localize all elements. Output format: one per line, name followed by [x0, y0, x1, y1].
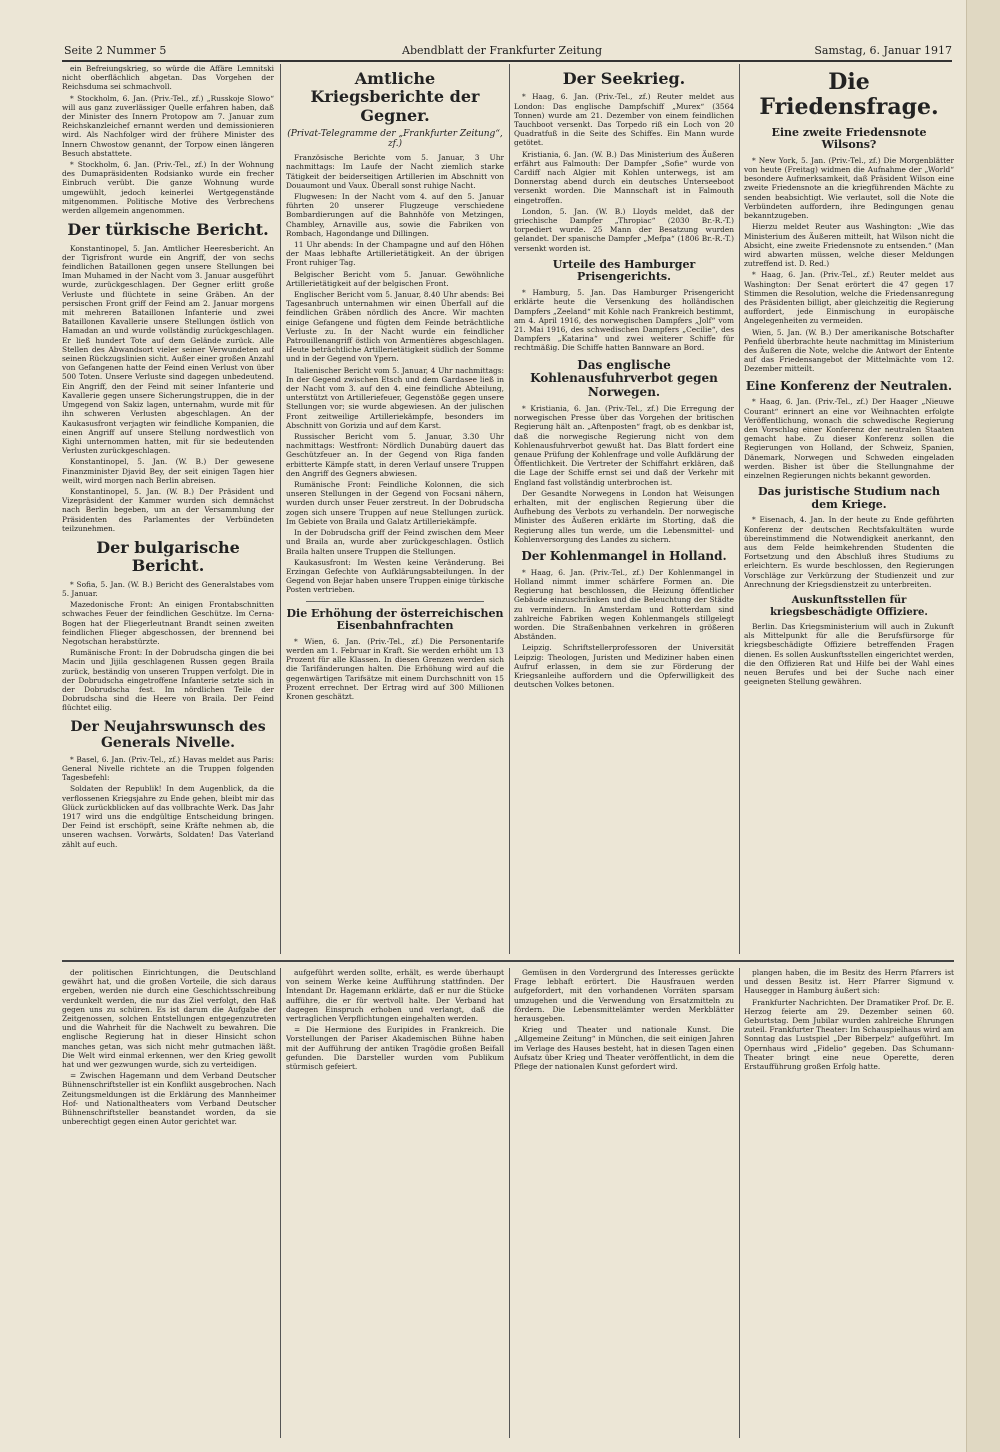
article-headline: Der Neujahrswunsch des Generals Nivelle.	[70, 718, 266, 751]
article-headline: Das englische Kohlenausfuhrverbot gegen Norwegen.	[530, 357, 718, 400]
paragraph: Hierzu meldet Reuter aus Washington: „Wie das Ministerium des Äußeren mitteilt, hat Wilson nicht die Absicht, eine zweite Friedensnote zu entsenden.“ (Man wird abwarten müssen, welche dieser Meldungen zutreffend ist. D. Red.)	[744, 222, 954, 269]
article-headline: Das juristische Studium nach dem Kriege.	[758, 485, 940, 511]
paragraph: Rumänische Front: Feindliche Kolonnen, die sich unseren Stellungen in der Gegend von Focsani nähern, wurden durch unser Feuer zerstreut. In der Dobrudscha zogen sich unsere Truppen auf neue Stellungen zurück. Im Gebiete von Braila und Galatz Artilleriekämpfe.	[286, 480, 504, 526]
paragraph: * New York, 5. Jan. (Priv.-Tel., zf.) Die Morgenblätter von heute (Freitag) widmen die Aufnahme der „World“ besondere Aufmerksamkeit, daß Präsident Wilson eine zweite Friedensnote an die kriegführenden Mächte zu senden beabsichtigt. Wie verlautet, soll die Note die Verbündeten auffordern, ihre Bedingungen genau bekanntzugeben.	[744, 155, 954, 221]
article-subheadline: Eine zweite Friedensnote Wilsons?	[771, 125, 927, 152]
newspaper-title: Abendblatt der Frankfurter Zeitung	[402, 44, 602, 57]
column-1	[62, 64, 274, 954]
paragraph: Englischer Bericht vom 5. Januar, 8.40 Uhr abends: Bei Tagesanbruch unternahmen wir einen Überfall auf die feindlichen Gräben nördlich des Ancre. Wir machten einige Gefangene und fügten dem Feinde beträchtliche Verluste zu. In der Nacht wurde ein feindlicher Patrouillenangriff östlich von Armentières abgeschlagen. Heute beträchtliche Artillerietätigkeit südlich der Somme und in der Gegend von Ypern.	[286, 290, 504, 364]
article-headline: Die Erhöhung der österreichischen Eisenbahnfrachten	[286, 606, 504, 633]
divider	[306, 601, 484, 602]
article-headline: Der Seekrieg.	[562, 69, 686, 88]
issue-date: Samstag, 6. Januar 1917	[814, 44, 952, 57]
column-4	[744, 64, 954, 954]
paragraph: * Wien, 6. Jan. (Priv.-Tel., zf.) Die Personentarife werden am 1. Februar in Kraft. Sie werden erhöht um 13 Prozent für alle Klassen. In diesen Grenzen werden sich die Tarifänderungen halten. Die Erhöhung wird auf die gegenwärtigen Tarifsätze mit einem Durchschnitt von 15 Prozent errechnet. Der Ertrag wird auf 300 Millionen Kronen geschätzt.	[286, 636, 504, 702]
article-body	[514, 568, 734, 690]
paragraph: Frankfurter Nachrichten. Der Dramatiker Prof. Dr. E. Herzog feierte am 29. Dezember seinen 60. Geburtstag. Dem Jubilar wurden zahlreiche Ehrungen zuteil. Frankfurter Theater: Im Schauspielhaus wird am Sonntag das Lustspiel „Der Biberpelz“ aufgeführt. Im Opernhaus wird „Fidelio“ gegeben. Das Schumann-Theater bringt eine neue Operette, deren Erstaufführung großen Erfolg hatte.	[744, 997, 954, 1072]
paragraph: Italienischer Bericht vom 5. Januar, 4 Uhr nachmittags: In der Gegend zwischen Etsch und dem Gardasee ließ in der Nacht vom 3. auf den 4. eine feindliche Abteilung, unterstützt von Artilleriefeuer, Gegenstöße gegen unsere Stellungen vor; sie wurde abgewiesen. An der julischen Front zeitweilige Artilleriekämpfe, besonders im Abschnitt von Gorizia und auf dem Karst.	[286, 365, 504, 430]
paragraph: * Basel, 6. Jan. (Priv.-Tel., zf.) Havas meldet aus Paris: General Nivelle richtete an die Truppen folgenden Tagesbefehl:	[62, 754, 274, 783]
paragraph: Der Gesandte Norwegens in London hat Weisungen erhalten, mit der englischen Regierung über die Aufhebung des Verbots zu verhandeln. Der norwegische Minister des Äußeren erklärte im Storting, daß die Regierung alles tun werde, um die Lebensmittel- und Kohlenversorgung des Landes zu sichern.	[514, 488, 734, 544]
paragraph: ein Befreiungskrieg, so würde die Affäre Lemnitski nicht oberflächlich abgetan. Das Vorgehen der Reichsduma sei schmachvoll.	[62, 64, 274, 92]
article-headline: Urteile des Hamburger Prisengerichts.	[552, 257, 696, 284]
paragraph: Konstantinopel, 5. Jan. (W. B.) Der Präsident und Vizepräsident der Kammer wurden sich demnächst nach Berlin begeben, um an der Versammlung der Präsidenten des Parlamentes der Verbündeten teilzunehmen.	[62, 486, 274, 533]
paragraph: Rumänische Front: In der Dobrudscha gingen die bei Macin und Jijila geschlagenen Russen gegen Braila zurück, beständig von unseren Truppen verfolgt. Die in der Dobrudscha eingetroffene Infanterie setzte sich in der Dobrudscha fest. Im nördlichen Teile der Dobrudscha sind die Heere von Braila. Der Feind flüchtet eilig.	[62, 648, 274, 713]
feuilleton-rule	[62, 960, 954, 962]
column-rule	[509, 968, 510, 1438]
article-body	[514, 404, 734, 544]
column-rule	[739, 64, 740, 954]
column-2	[286, 64, 504, 954]
paragraph: 11 Uhr abends: In der Champagne und auf den Höhen der Maas lebhafte Artillerietätigkeit. An der übrigen Front ruhiger Tag.	[286, 240, 504, 268]
paragraph: * Eisenach, 4. Jan. In der heute zu Ende geführten Konferenz der deutschen Rechtsfakultäten wurde übereinstimmend die Notwendigkeit anerkannt, den aus dem Felde heimkehrenden Studenten die Fortsetzung und den Abschluß ihres Studiums zu erleichtern. Es wurde beschlossen, den Regierungen Vorschläge zur Verkürzung der Studienzeit und zur Anrechnung der Kriegsdienstzeit zu unterbreiten.	[744, 515, 954, 589]
feuilleton-column-2	[286, 968, 504, 1438]
article-headline: Amtliche Kriegsberichte der Gegner.	[310, 69, 480, 125]
paragraph: In der Dobrudscha griff der Feind zwischen dem Meer und Braila an, wurde aber zurückgeschlagen. Östlich Braila halten unsere Truppen die Stellungen.	[286, 528, 504, 556]
paragraph: Wien, 5. Jan. (W. B.) Der amerikanische Botschafter Penfield überbrachte heute nachmittag im Ministerium des Äußeren die Note, welche die Antwort der Entente auf das Friedensangebot der Mittelmächte vom 12. Dezember mitteilt.	[744, 327, 954, 374]
article-body	[514, 288, 734, 352]
page-edge	[966, 0, 1000, 1452]
paragraph: = Zwischen Hagemann und dem Verband Deutscher Bühnenschriftsteller ist ein Konflikt ausgebrochen. Nach Zeitungsmeldungen ist die Erklärung des Mannheimer Hof- und Nationaltheaters vom Verband Deutscher Bühnenschriftsteller beanstandet worden, da sie unberechtigt gegen einen Autor gerichtet war.	[62, 1071, 276, 1127]
article-body	[744, 156, 954, 374]
article-headline: Der türkische Bericht.	[67, 220, 269, 240]
paragraph: Belgischer Bericht vom 5. Januar. Gewöhnliche Artillerietätigkeit auf der belgischen Front.	[286, 269, 504, 288]
paragraph: * Haag, 6. Jan. (Priv.-Tel., zf.) Reuter meldet aus London: Das englische Dampfschiff „Murex“ (3564 Tonnen) wurde am 21. Dezember von einem feindlichen Tauchboot versenkt. Das Torpedo riß ein Loch von 20 Quadratfuß in die Seite des Schiffes. Ein Mann wurde getötet.	[514, 92, 734, 148]
paragraph: Leipzig. Schriftstellerprofessoren der Universität Leipzig: Theologen, Juristen und Mediziner haben einen Aufruf erlassen, in dem sie zur Förderung der Kriegsanleihe auffordern und die Opferwilligkeit des deutschen Volkes betonen.	[514, 643, 734, 690]
article-body	[286, 968, 504, 1071]
paragraph: der politischen Einrichtungen, die Deutschland gewährt hat, und die großen Vorteile, die sich daraus ergeben, werden nie durch eine Geschichtsschreibung verdunkelt werden, die nur das Ziel verfolgt, den Haß gegen uns zu schüren. Es ist darum die Aufgabe der Zeitgenossen, solchen Entstellungen entgegenzutreten und die Wahrheit für die Nachwelt zu bewahren. Die englische Regierung hat in dieser Hinsicht schon manches getan, was sich nicht mehr gutmachen läßt. Die Welt wird einmal erkennen, wer den Krieg gewollt hat und wer gezwungen wurde, sich zu verteidigen.	[62, 968, 276, 1070]
column-rule	[280, 64, 281, 954]
paragraph: Konstantinopel, 5. Jan. (W. B.) Der gewesene Finanzminister Djavid Bey, der seit einigen Tagen hier weilt, wird morgen nach Berlin abreisen.	[62, 457, 274, 485]
column-rule	[509, 64, 510, 954]
article-body	[62, 64, 274, 215]
article-body	[286, 153, 504, 594]
paragraph: Krieg und Theater und nationale Kunst. Die „Allgemeine Zeitung“ in München, die seit einigen Jahren im Verlage des Hauses besteht, hat in diesen Tagen einen Aufsatz über Krieg und Theater veröffentlicht, in dem die Pflege der nationalen Kunst gefordert wird.	[514, 1025, 734, 1072]
article-headline: Der Kohlenmangel in Holland.	[521, 548, 727, 563]
article-body	[514, 968, 734, 1071]
article-subtitle: (Privat-Telegramme der „Frankfurter Zeitung“, zf.)	[287, 129, 503, 150]
paragraph: Kristiania, 6. Jan. (W. B.) Das Ministerium des Äußeren erfährt aus Falmouth: Der Dampfer „Sofie“ wurde von Cardiff nach Algier mit Kohlen unterwegs, ist am Donnerstag abend durch ein deutsches Unterseeboot versenkt worden. Die Mannschaft ist in Falmouth eingetroffen.	[514, 149, 734, 205]
paragraph: * Haag, 6. Jan. (Priv.-Tel., zf.) Der Kohlenmangel in Holland nimmt immer schärfere Formen an. Die Regierung hat beschlossen, die Heizung öffentlicher Gebäude einzuschränken und die Beleuchtung der Städte zu vermindern. In Amsterdam und Rotterdam sind zahlreiche Fabriken wegen Kohlenmangels stillgelegt worden. Die Straßenbahnen verkehren in größeren Abständen.	[514, 567, 734, 642]
paragraph: * Stockholm, 6. Jan. (Priv.-Tel., zf.) In der Wohnung des Dumapräsidenten Rodsianko wurde ein frecher Einbruch verübt. Die ganze Wohnung wurde umgewühlt, jedoch keinerlei Wertgegenstände mitgenommen. Politische Motive des Verbrechens werden allgemein angenommen.	[62, 160, 274, 216]
paragraph: Französische Berichte vom 5. Januar, 3 Uhr nachmittags: Im Laufe der Nacht ziemlich starke Tätigkeit der beiderseitigen Artillerien im Abschnitt von Douaumont und Vaux. Überall sonst ruhige Nacht.	[286, 153, 504, 190]
paragraph: * Haag, 6. Jan. (Priv.-Tel., zf.) Der Haager „Nieuwe Courant“ erinnert an eine vor Weihnachten erfolgte Veröffentlichung, wonach die schwedische Regierung den Vorschlag einer Konferenz der neutralen Staaten gemacht habe. Zu dieser Konferenz sollen die Regierungen von Holland, der Schweiz, Spanien, Dänemark, Norwegen und Schweden eingeladen werden. Bisher ist über die Stellungnahme der einzelnen Regierungen nichts bekannt geworden.	[744, 397, 954, 480]
article-headline: Auskunftsstellen für kriegsbeschädigte Offiziere.	[770, 595, 928, 618]
article-body	[744, 515, 954, 589]
paragraph: * Sofia, 5. Jan. (W. B.) Bericht des Generalstabes vom 5. Januar.	[62, 579, 274, 598]
article-body	[744, 622, 954, 686]
paragraph: * Kristiania, 6. Jan. (Priv.-Tel., zf.) Die Erregung der norwegischen Presse über das Vorgehen der britischen Regierung hält an. „Aftenposten“ fragt, ob es denkbar ist, daß die norwegische Regierung nicht von dem Kohlenausfuhrverbot gewußt hat. Das Blatt fordert eine genaue Prüfung der Kohlenfrage und volle Aufklärung der Öffentlichkeit. Die Vertreter der Schiffahrt erklären, daß die Lage der Schiffe ernst sei und daß der Verkehr mit England fast vollständig unterbrochen ist.	[514, 403, 734, 487]
paragraph: Kaukasusfront: Im Westen keine Veränderung. Bei Erzingan Gefechte von Aufklärungsabteilungen. In der Gegend von Bejar haben unsere Truppen einige türkische Posten vertrieben.	[286, 557, 504, 595]
column-rule	[280, 968, 281, 1438]
paragraph: Flugwesen: In der Nacht vom 4. auf den 5. Januar führten 20 unserer Flugzeuge verschiedene Bombardierungen auf die Bahnhöfe von Metzingen, Chambley, Arnaville aus, sowie die Fabriken von Rombach, Hagondange und Dillingen.	[286, 191, 504, 238]
paragraph: plangen haben, die im Besitz des Herrn Pfarrers ist und dessen Besitz ist. Herr Pfarrer Sigmund v. Hausegger in Hamburg äußert sich:	[744, 968, 954, 996]
paragraph: Berlin. Das Kriegsministerium will auch in Zukunft als Mittelpunkt für alle die Berufsfürsorge für kriegsbeschädigte Offiziere betreffenden Fragen dienen. Es sollen Auskunftsstellen eingerichtet werden, die den Offizieren Rat und Hilfe bei der Wahl eines neuen Berufes und bei der Suche nach einer geeigneten Stellung gewähren.	[744, 622, 954, 687]
feuilleton-column-4	[744, 968, 954, 1438]
feuilleton-column-3	[514, 968, 734, 1438]
paragraph: London, 5. Jan. (W. B.) Lloyds meldet, daß der griechische Dampfer „Thropiac“ (2030 Br.-R.-T.) torpediert wurde. 25 Mann der Besatzung wurden gelandet. Der spanische Dampfer „Mefpa“ (1806 Br.-R.-T.) versenkt worden ist.	[514, 206, 734, 253]
column-rule	[739, 968, 740, 1438]
article-body	[744, 968, 954, 1071]
paragraph: * Haag, 6. Jan. (Priv.-Tel., zf.) Reuter meldet aus Washington: Der Senat erörtert die 47 gegen 17 Stimmen die Resolution, welche die Friedensanregung des Präsidenten billigt, aber gleichzeitig die Regierung auffordert, jede Einmischung in europäische Angelegenheiten zu vermeiden.	[744, 270, 954, 326]
article-headline: Der bulgarische Bericht.	[96, 537, 240, 576]
page-number: Seite 2 Nummer 5	[64, 44, 167, 57]
paragraph: Russischer Bericht vom 5. Januar, 3.30 Uhr nachmittags: Westfront: Nördlich Dunabürg dauert das Geschützfeuer an. In der Gegend von Riga fanden erbitterte Kämpfe statt, in deren Verlauf unsere Truppen den Angriff des Gegners abwiesen.	[286, 432, 504, 478]
article-body	[514, 92, 734, 252]
article-body	[62, 968, 276, 1126]
article-body	[62, 755, 274, 849]
paragraph: = Die Hermione des Euripides in Frankreich. Die Vorstellungen der Pariser Akademischen Bühne haben mit der Aufführung der antiken Tragödie großen Beifall gefunden. Die Darsteller wurden vom Publikum stürmisch gefeiert.	[286, 1025, 504, 1072]
article-headline: Die Friedensfrage.	[759, 69, 939, 121]
paragraph: * Stockholm, 6. Jan. (Priv.-Tel., zf.) „Russkoje Slowo“ will aus ganz zuverlässiger Quelle erfahren haben, daß der Minister des Innern Protopow am 7. Januar zum Reichskanzleichef ernannt werden und demissionieren wird. Als Nachfolger wird der frühere Minister des Innern Chwostow genannt, der Torpow einen längeren Besuch abstattete.	[62, 93, 274, 158]
paragraph: Konstantinopel, 5. Jan. Amtlicher Heeresbericht. An der Tigrisfront wurde ein Angriff, der von sechs feindlichen Bataillonen gegen unsere Stellungen bei Iman Muhamed in der Nacht vom 3. Januar ausgeführt wurde, zurückgeschlagen. Der Gegner erlitt große Verluste und flüchtete in seine Gräben. An der persischen Front griff der Feind am 2. Januar morgens mit mehreren Bataillonen Infanterie und zwei Bataillonen Kavallerie unsere Stellungen östlich von Hamadan an und wurde vollständig zurückgeschlagen. Er ließ hundert Tote auf dem Gelände zurück. Alle Stellen des Abwandsort vieler seiner Verwundeten auf seinen Rückzugslinien sicht. Außer einer großen Anzahl von Gefangenen hatte der Feind einen Verlust von über 500 Toten. Unsere Verluste sind dagegen unbedeutend. Ein Angriff, den der Feind mit seiner Infanterie und Kavallerie gegen unsere Sicherungstruppen, die in der Umgegend von Sakiz lagen, unternahm, wurde mit für ihn schweren Verlusten abgeschlagen. An der Kaukasusfront verjagten wir feindliche Kompanien, die einen Angriff auf unsere Stellung nordwestlich von Kighi unternommen hatten, mit für sie bedeutenden Verlusten zurückgeschlagen.	[62, 243, 274, 456]
paragraph: aufgeführt werden sollte, erhält, es werde überhaupt von seinem Werke keine Aufführung stattfinden. Der Intendant Dr. Hagemann erklärte, daß er nur die Stücke aufführe, die er für wertvoll halte. Der Verband hat dagegen Einspruch erhoben und verlangt, daß die vertraglichen Verpflichtungen eingehalten werden.	[286, 968, 504, 1024]
paragraph: * Hamburg, 5. Jan. Das Hamburger Prisengericht erklärte heute die Versenkung des holländischen Dampfers „Zeeland“ mit Kohle nach Frankreich bestimmt, am 4. April 1916, des norwegischen Dampfers „Jolf“ vom 21. Mai 1916, des schwedischen Dampfers „Cecilie“, des Dampfers „Katarina“ und zwei weiterer Schiffe für rechtmäßig. Die Schiffe hatten Bannware an Bord.	[514, 288, 734, 353]
article-body	[62, 580, 274, 713]
masthead	[62, 40, 952, 62]
article-headline: Eine Konferenz der Neutralen.	[745, 378, 953, 393]
feuilleton-column-1	[62, 968, 276, 1438]
paragraph: Mazedonische Front: An einigen Frontabschnitten schwaches Feuer der feindlichen Geschütze. Im Cerna-Bogen hat der Fliegerleutnant Brandt seinen zweiten feindlichen Flieger abgeschossen, der brennend bei Negotschan herabstürzte.	[62, 600, 274, 646]
article-body	[62, 244, 274, 533]
column-3	[514, 64, 734, 954]
paragraph: Gemüsen in den Vordergrund des Interesses gerückte Frage lebhaft erörtert. Die Hausfrauen werden aufgefordert, mit den vorhandenen Vorräten sparsam umzugehen und die Verwendung von Ersatzmitteln zu fördern. Die Lebensmittelämter werden Merkblätter herausgeben.	[514, 968, 734, 1024]
paragraph: Soldaten der Republik! In dem Augenblick, da die verflossenen Kriegsjahre zu Ende gehen, bleibt mir das Glück zurückblicken auf das vollbrachte Werk. Das Jahr 1917 wird uns die endgültige Entscheidung bringen. Der Feind ist erschöpft, seine Kräfte nehmen ab, die unseren wachsen. Vorwärts, Soldaten! Das Vaterland zählt auf euch.	[62, 784, 274, 849]
article-body	[286, 637, 504, 701]
article-body	[744, 397, 954, 480]
